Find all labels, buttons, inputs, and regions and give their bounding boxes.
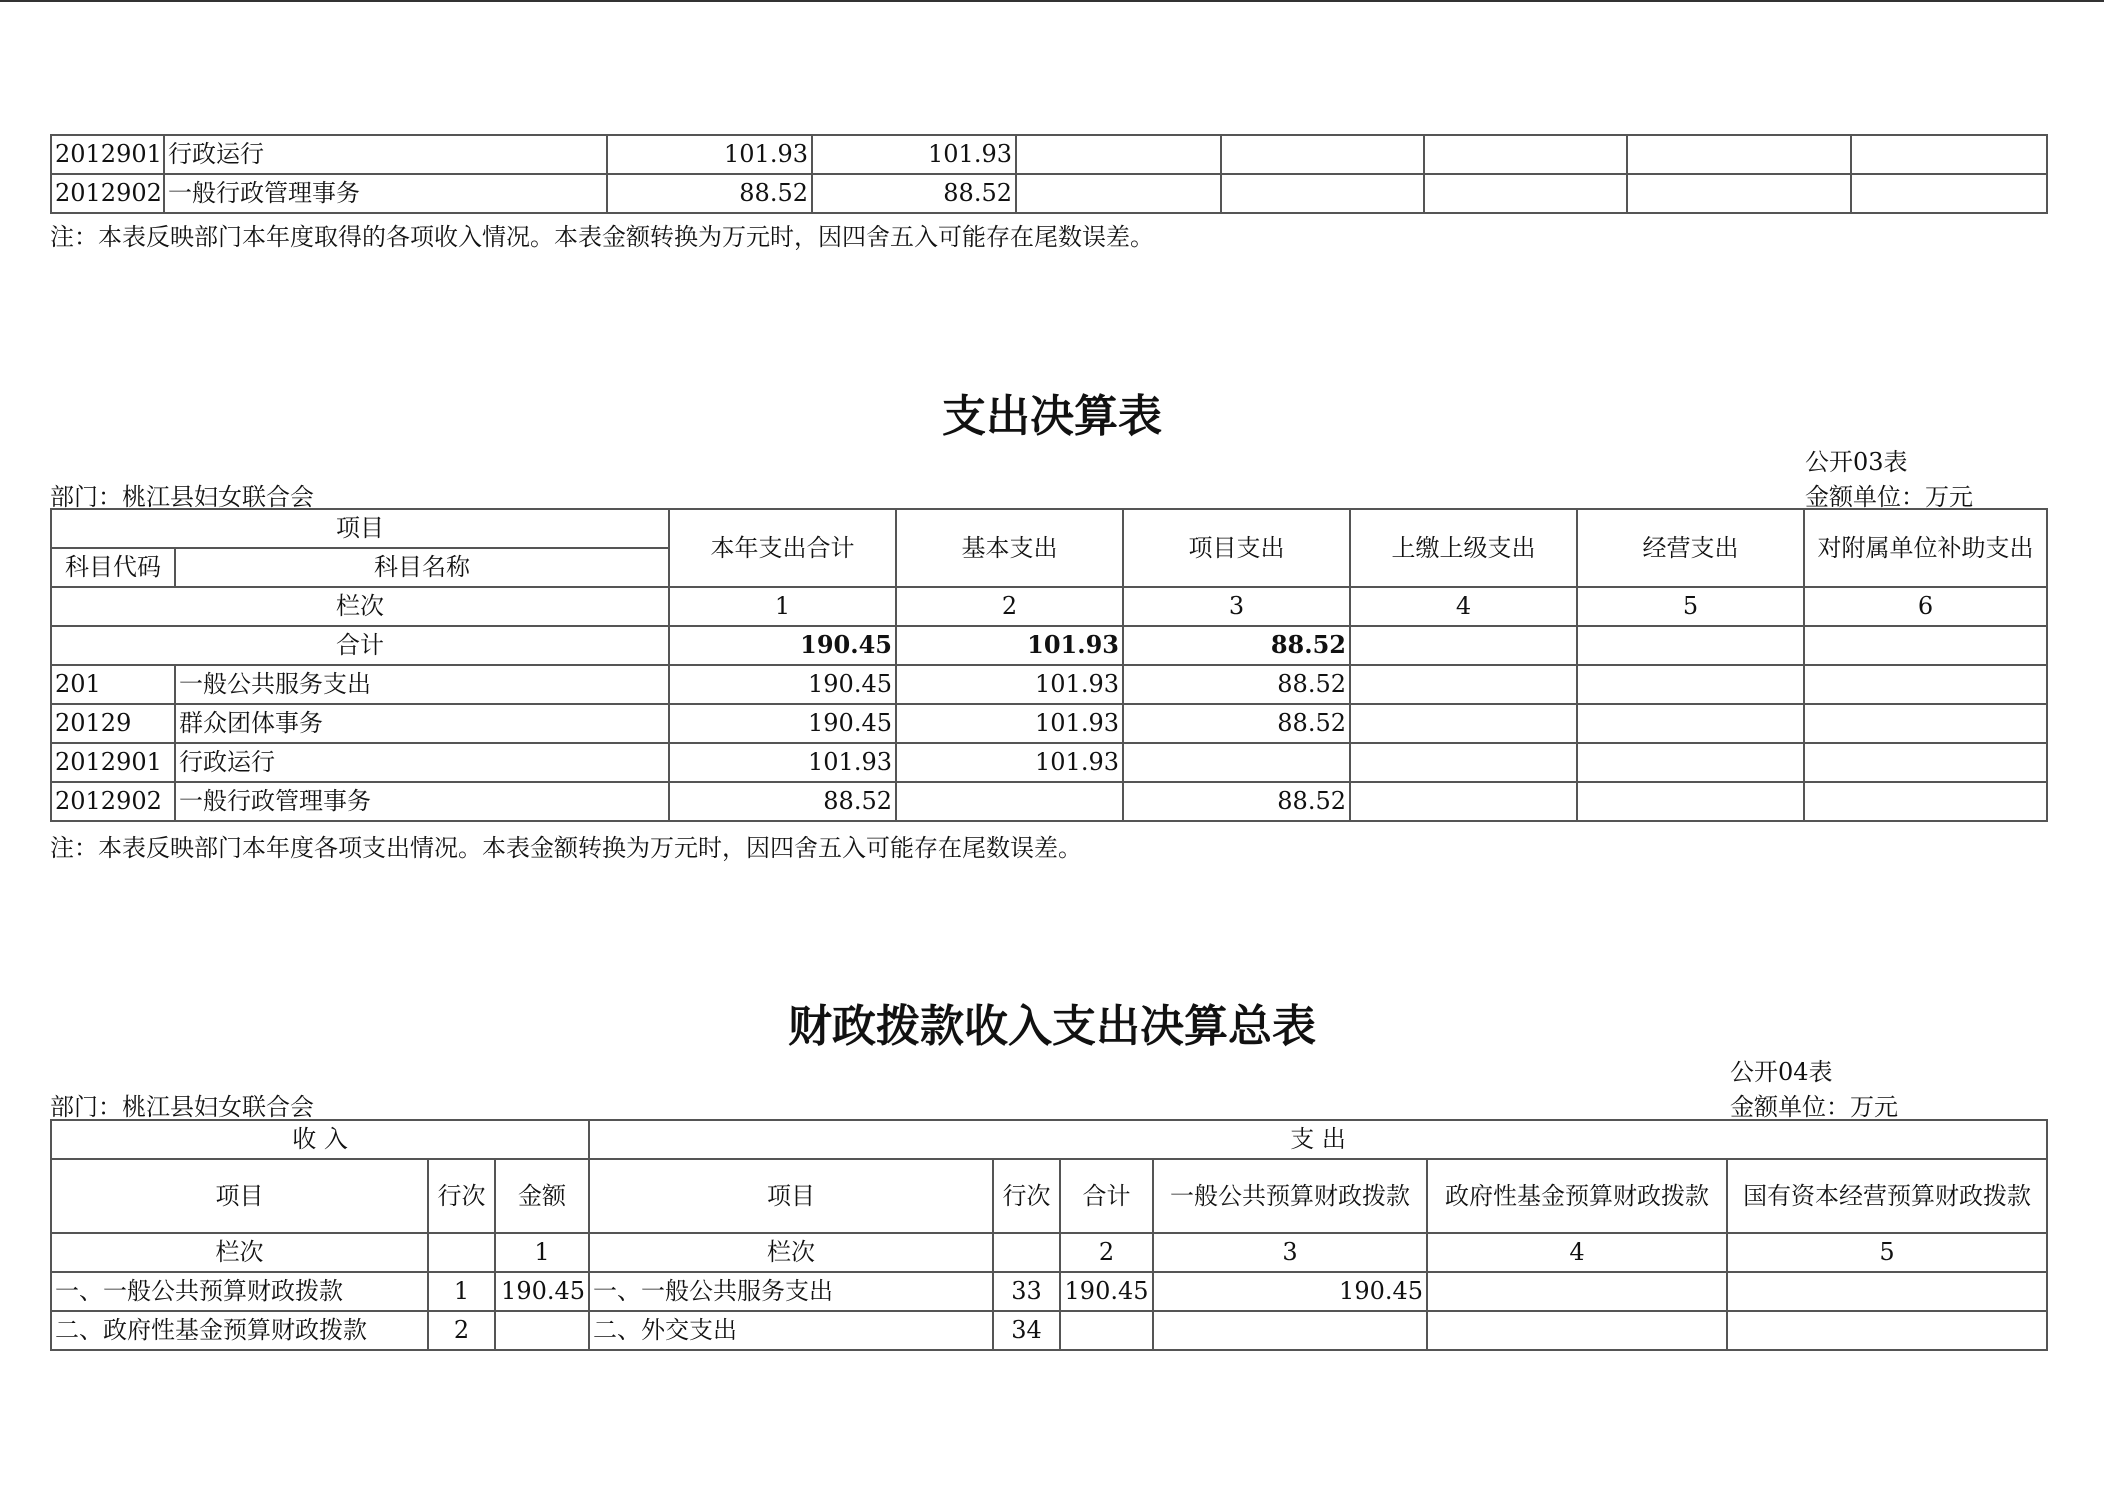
- empty-cell: [1016, 174, 1221, 213]
- subject-name: 行政运行: [164, 135, 607, 174]
- amount-total: 190.45: [669, 704, 896, 743]
- empty-cell: [1804, 782, 2047, 821]
- subject-name: 一般行政管理事务: [164, 174, 607, 213]
- amount-total: 88.52: [669, 782, 896, 821]
- column-index-row: [51, 587, 2047, 626]
- table-row: [51, 135, 2047, 174]
- income-table-fragment: [50, 134, 2048, 214]
- empty-cell: [1427, 1311, 1727, 1350]
- table-row: [51, 665, 2047, 704]
- table-row: [51, 174, 2047, 213]
- expense-general: 190.45: [1153, 1272, 1427, 1311]
- empty-cell: [1350, 626, 1577, 665]
- header-expense-row-no: 行次: [993, 1159, 1060, 1233]
- empty-cell: [1350, 743, 1577, 782]
- expense-total: 190.45: [1060, 1272, 1153, 1311]
- subject-code: 2012902: [51, 174, 164, 213]
- subject-code: 20129: [51, 704, 175, 743]
- amount-total: 190.45: [669, 665, 896, 704]
- empty-cell: [1727, 1272, 2047, 1311]
- amount-project: 88.52: [1123, 665, 1350, 704]
- amount-basic: 101.93: [896, 704, 1123, 743]
- empty-cell: [1727, 1311, 2047, 1350]
- subject-code: 2012902: [51, 782, 175, 821]
- expense-general: [1153, 1311, 1427, 1350]
- header-upper: 上缴上级支出: [1350, 509, 1577, 587]
- income-header: 收 入: [51, 1120, 589, 1159]
- expense-row-no: 34: [993, 1311, 1060, 1350]
- column-index: 1: [495, 1233, 589, 1272]
- header-income-amount: 金额: [495, 1159, 589, 1233]
- column-index: 3: [1123, 587, 1350, 626]
- sum-project: 88.52: [1123, 626, 1350, 665]
- income-amount: 190.45: [495, 1272, 589, 1311]
- expense-item: 一、一般公共服务支出: [589, 1272, 993, 1311]
- table-note: 注：本表反映部门本年度取得的各项收入情况。本表金额转换为万元时，因四舍五入可能存在尾数误差。: [50, 223, 1154, 251]
- empty-cell: [1804, 626, 2047, 665]
- sum-row: [51, 626, 2047, 665]
- table-row: [51, 704, 2047, 743]
- page-top-border: [0, 0, 2104, 2]
- column-index: 4: [1350, 587, 1577, 626]
- subject-code: 2012901: [51, 135, 164, 174]
- amount-unit-label: 金额单位：万元: [1730, 1093, 1898, 1121]
- expenditure-table: [50, 508, 2048, 822]
- income-item: 一、一般公共预算财政拨款: [51, 1272, 428, 1311]
- empty-cell: [1350, 782, 1577, 821]
- subject-name: 群众团体事务: [175, 704, 669, 743]
- empty-cell: [1577, 704, 1804, 743]
- header-name: 科目名称: [175, 548, 669, 587]
- empty-cell: [1350, 704, 1577, 743]
- empty-cell: [1851, 135, 2047, 174]
- expense-row-no: 33: [993, 1272, 1060, 1311]
- empty-cell: [1804, 743, 2047, 782]
- table-note: 注：本表反映部门本年度各项支出情况。本表金额转换为万元时，因四舍五入可能存在尾数误差。: [50, 834, 1082, 862]
- department-label: 部门：桃江县妇女联合会: [50, 483, 314, 511]
- empty-cell: [428, 1233, 495, 1272]
- column-index-label: 栏次: [51, 587, 669, 626]
- header-total: 本年支出合计: [669, 509, 896, 587]
- column-index: 2: [896, 587, 1123, 626]
- form-number: 公开04表: [1730, 1058, 1833, 1086]
- column-index: 4: [1427, 1233, 1727, 1272]
- header-basic: 基本支出: [896, 509, 1123, 587]
- empty-cell: [1424, 174, 1627, 213]
- empty-cell: [1627, 135, 1851, 174]
- column-index: 1: [669, 587, 896, 626]
- department-label: 部门：桃江县妇女联合会: [50, 1093, 314, 1121]
- column-index-label: 栏次: [589, 1233, 993, 1272]
- income-item: 二、政府性基金预算财政拨款: [51, 1311, 428, 1350]
- empty-cell: [1577, 782, 1804, 821]
- table-row: [51, 743, 2047, 782]
- subject-code: 2012901: [51, 743, 175, 782]
- page-title: 支出决算表: [942, 391, 1162, 442]
- amount-cell: 101.93: [812, 135, 1016, 174]
- sum-basic: 101.93: [896, 626, 1123, 665]
- sum-total: 190.45: [669, 626, 896, 665]
- column-index: 3: [1153, 1233, 1427, 1272]
- header-general-budget: 一般公共预算财政拨款: [1153, 1159, 1427, 1233]
- amount-project: [1123, 743, 1350, 782]
- subject-name: 行政运行: [175, 743, 669, 782]
- income-row-no: 2: [428, 1311, 495, 1350]
- empty-cell: [1577, 665, 1804, 704]
- header-item: 项目: [51, 509, 669, 548]
- header-expense-item: 项目: [589, 1159, 993, 1233]
- empty-cell: [1221, 135, 1424, 174]
- amount-total: 101.93: [669, 743, 896, 782]
- header-state-capital: 国有资本经营预算财政拨款: [1727, 1159, 2047, 1233]
- header-expense-total: 合计: [1060, 1159, 1153, 1233]
- empty-cell: [1804, 704, 2047, 743]
- column-index-label: 栏次: [51, 1233, 428, 1272]
- expense-total: [1060, 1311, 1153, 1350]
- header-fund-budget: 政府性基金预算财政拨款: [1427, 1159, 1727, 1233]
- empty-cell: [1627, 174, 1851, 213]
- empty-cell: [993, 1233, 1060, 1272]
- header-income-item: 项目: [51, 1159, 428, 1233]
- column-index: 5: [1577, 587, 1804, 626]
- table-row: [51, 1311, 2047, 1350]
- column-index: 6: [1804, 587, 2047, 626]
- header-subsidy: 对附属单位补助支出: [1804, 509, 2047, 587]
- subject-code: 201: [51, 665, 175, 704]
- amount-basic: 101.93: [896, 743, 1123, 782]
- empty-cell: [1221, 174, 1424, 213]
- income-row-no: 1: [428, 1272, 495, 1311]
- empty-cell: [1424, 135, 1627, 174]
- amount-unit-label: 金额单位：万元: [1805, 483, 1973, 511]
- subject-name: 一般公共服务支出: [175, 665, 669, 704]
- header-income-row-no: 行次: [428, 1159, 495, 1233]
- sum-label: 合计: [51, 626, 669, 665]
- column-index: 2: [1060, 1233, 1153, 1272]
- table-row: [51, 782, 2047, 821]
- empty-cell: [1427, 1272, 1727, 1311]
- subject-name: 一般行政管理事务: [175, 782, 669, 821]
- amount-project: 88.52: [1123, 782, 1350, 821]
- page-title: 财政拨款收入支出决算总表: [788, 1001, 1316, 1052]
- header-project: 项目支出: [1123, 509, 1350, 587]
- empty-cell: [1851, 174, 2047, 213]
- empty-cell: [1577, 743, 1804, 782]
- empty-cell: [1350, 665, 1577, 704]
- amount-basic: [896, 782, 1123, 821]
- header-business: 经营支出: [1577, 509, 1804, 587]
- amount-project: 88.52: [1123, 704, 1350, 743]
- amount-basic: 101.93: [896, 665, 1123, 704]
- expense-item: 二、外交支出: [589, 1311, 993, 1350]
- table-row: [51, 1272, 2047, 1311]
- form-number: 公开03表: [1805, 448, 1908, 476]
- column-index: 5: [1727, 1233, 2047, 1272]
- income-amount: [495, 1311, 589, 1350]
- empty-cell: [1577, 626, 1804, 665]
- fiscal-summary-table: [50, 1119, 2048, 1351]
- header-code: 科目代码: [51, 548, 175, 587]
- amount-cell: 101.93: [607, 135, 812, 174]
- amount-cell: 88.52: [812, 174, 1016, 213]
- column-index-row: [51, 1233, 2047, 1272]
- expense-header: 支 出: [589, 1120, 2047, 1159]
- amount-cell: 88.52: [607, 174, 812, 213]
- empty-cell: [1804, 665, 2047, 704]
- empty-cell: [1016, 135, 1221, 174]
